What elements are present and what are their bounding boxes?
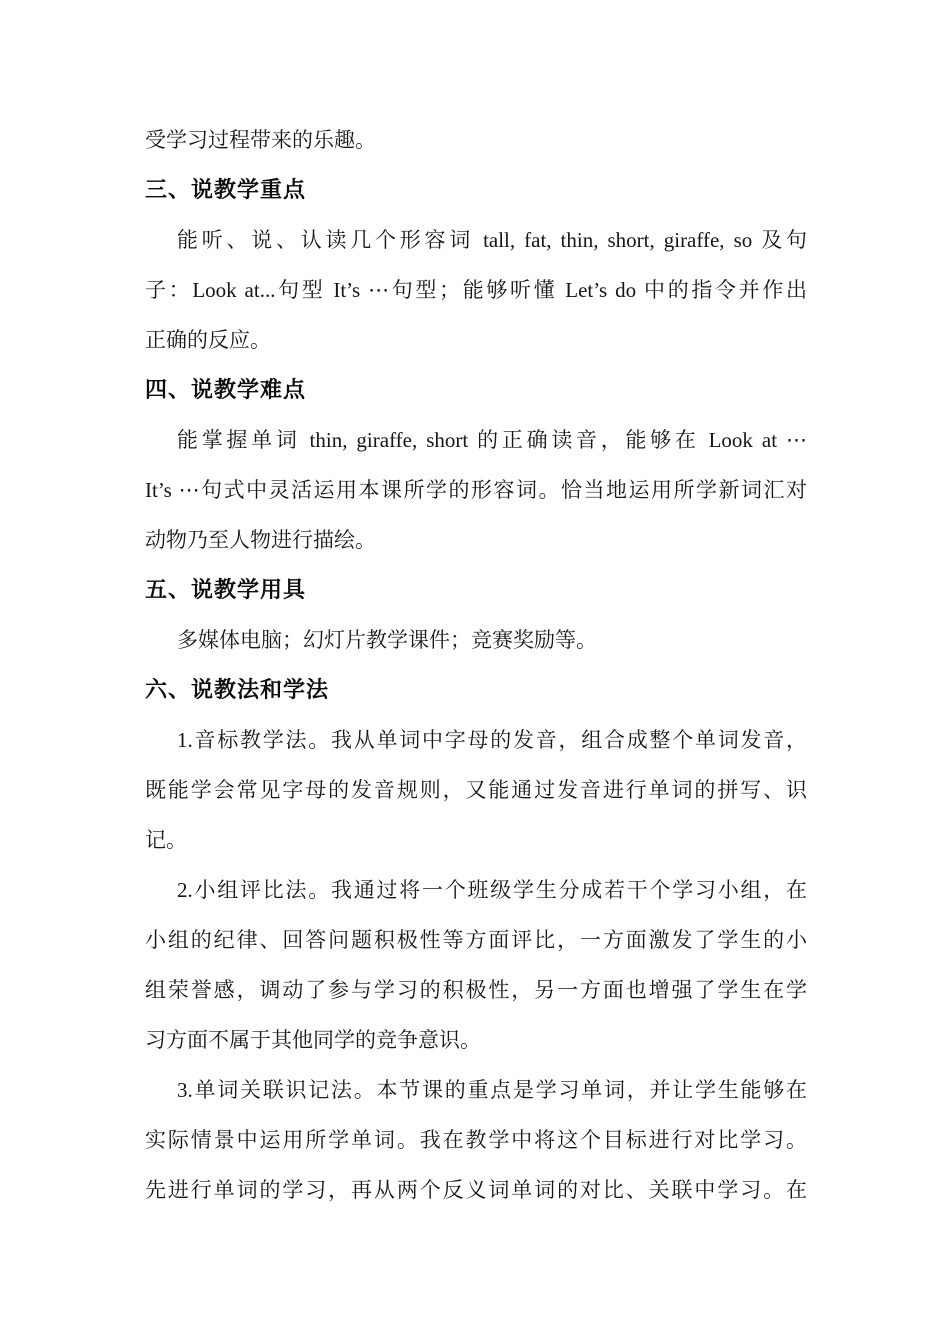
paragraph-line: 实际情景中运用所学单词。我在教学中将这个目标进行对比学习。 (145, 1128, 807, 1152)
section-heading: 四、说教学难点 (145, 377, 307, 402)
paragraph-line: 子：Look at...句型 It’s ⋯句型；能够听懂 Let’s do 中的指令并作出 (145, 278, 807, 302)
paragraph-line: 1.音标教学法。我从单词中字母的发音，组合成整个单词发音， (177, 728, 807, 752)
paragraph-line: 既能学会常见字母的发音规则，又能通过发音进行单词的拼写、识 (145, 778, 807, 802)
paragraph-line: 组荣誉感，调动了参与学习的积极性，另一方面也增强了学生在学 (145, 978, 807, 1002)
paragraph-line: 能听、说、认读几个形容词 tall, fat, thin, short, giraffe, so 及句 (177, 228, 807, 252)
paragraph-line: 2.小组评比法。我通过将一个班级学生分成若干个学习小组，在 (177, 878, 807, 902)
paragraph-line: 能掌握单词 thin, giraffe, short 的正确读音，能够在 Look at ⋯ (177, 428, 807, 452)
document-text-block (145, 115, 807, 1215)
section-heading: 三、说教学重点 (145, 177, 307, 202)
paragraph-line: 动物乃至人物进行描绘。 (145, 528, 376, 552)
paragraph-line: 先进行单词的学习，再从两个反义词单词的对比、关联中学习。在 (145, 1178, 807, 1202)
paragraph-line: It’s ⋯句式中灵活运用本课所学的形容词。恰当地运用所学新词汇对 (145, 478, 807, 502)
paragraph-line: 记。 (145, 828, 187, 852)
section-heading: 六、说教法和学法 (145, 677, 330, 702)
section-heading: 五、说教学用具 (145, 577, 307, 602)
paragraph-line: 习方面不属于其他同学的竞争意识。 (145, 1028, 481, 1052)
paragraph-line: 正确的反应。 (145, 328, 271, 352)
paragraph-line: 受学习过程带来的乐趣。 (145, 128, 376, 152)
paragraph-line: 3.单词关联识记法。本节课的重点是学习单词，并让学生能够在 (177, 1078, 807, 1102)
paragraph-line: 小组的纪律、回答问题积极性等方面评比，一方面激发了学生的小 (145, 928, 807, 952)
paragraph-line: 多媒体电脑；幻灯片教学课件；竞赛奖励等。 (177, 628, 597, 652)
